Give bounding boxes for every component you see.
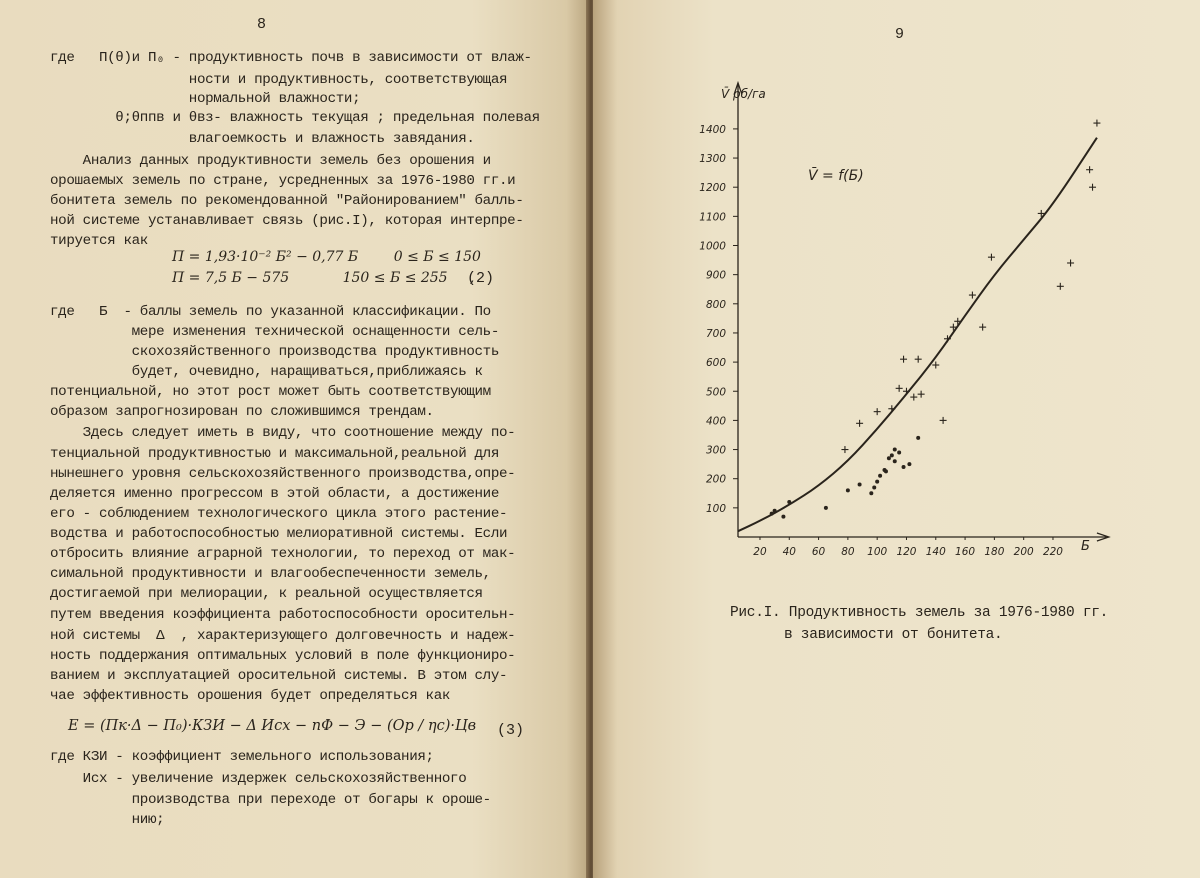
text-line: бонитета земель по рекомендованной "Районированием" балль-: [50, 193, 524, 209]
figure-caption-line-1: Рис.I. Продуктивность земель за 1976-1980 гг.: [730, 605, 1109, 621]
data-point-dot: [773, 509, 777, 513]
text-line: θ;θппв и θвз- влажность текущая ; предельная полевая: [50, 110, 540, 126]
text-line: где П(θ)и П₀ - продуктивность почв в зависимости от влаж-: [50, 50, 532, 66]
text-line: чае эффективность орошения будет определяться как: [50, 688, 451, 704]
formula-3: E = (Пк·Δ − П₀)·КЗИ − Δ Исх − пФ − Э − (Op / ηc)·Цв: [68, 718, 477, 734]
data-point-dot: [781, 515, 785, 519]
text-line: достигаемой при мелиорации, к реальной осуществляется: [50, 586, 483, 602]
data-point-cross: [888, 405, 895, 412]
data-point-dot: [770, 512, 774, 516]
text-line: ности и продуктивность, соответствующая: [50, 72, 508, 88]
y-tick-label: 700: [705, 327, 726, 340]
data-point-dot: [858, 483, 862, 487]
y-tick-label: 200: [705, 473, 726, 486]
fit-curve: [738, 138, 1097, 532]
productivity-chart: [593, 0, 1200, 600]
y-tick-label: 1300: [699, 153, 726, 166]
x-tick-label: 200: [1013, 546, 1034, 558]
text-line: ной системе устанавливает связь (рис.I), которая интерпре-: [50, 213, 524, 229]
data-point-cross: [1057, 283, 1064, 290]
y-axis-label: V̄ рб/га: [721, 87, 766, 101]
data-point-dot: [887, 456, 891, 460]
text-line: потенциальной, но этот рост может быть соответствующим: [50, 384, 491, 400]
data-point-cross: [900, 356, 907, 363]
x-tick-label: 180: [984, 546, 1005, 558]
x-tick-label: 20: [753, 546, 767, 558]
chart-ticks: [699, 124, 1063, 558]
x-axis-label: Б: [1081, 539, 1090, 554]
data-point-dot: [878, 474, 882, 478]
text-line: отбросить влияние аграрной технологии, то переход от мак-: [50, 546, 516, 562]
y-tick-label: 100: [705, 502, 726, 515]
x-tick-label: 140: [925, 546, 946, 558]
text-line: Исх - увеличение издержек сельскохозяйственного: [50, 771, 467, 787]
y-tick-label: 1100: [699, 211, 726, 224]
text-line: деляется именно прогрессом в этой области, а достижение: [50, 486, 500, 502]
text-line: образом запрогнозирован по сложившимся трендам.: [50, 404, 434, 420]
data-point-cross: [1093, 120, 1100, 127]
text-line: производства при переходе от богары к ороше-: [50, 792, 491, 808]
data-point-dot: [893, 459, 897, 463]
data-point-cross: [1089, 184, 1096, 191]
text-line: где КЗИ - коэффициент земельного использования;: [50, 749, 434, 765]
data-point-dot: [787, 500, 791, 504]
text-line: где Б - баллы земель по указанной классификации. По: [50, 304, 491, 320]
text-line: нию;: [50, 812, 165, 828]
text-line: ванием и эксплуатацией оросительной системы. В этом слу-: [50, 668, 508, 684]
data-point-cross: [979, 324, 986, 331]
text-line: его - соблюдением технологического цикла этого растение-: [50, 506, 508, 522]
text-line: будет, очевидно, наращиваться,приближаясь к: [50, 364, 483, 380]
text-line: Здесь следует иметь в виду, что соотношение между по-: [50, 425, 516, 441]
data-point-cross: [874, 408, 881, 415]
text-line: тенциальной продуктивностью и максимальной,реальной для: [50, 446, 500, 462]
text-line: путем введения коэффициента работоспособности оросительн-: [50, 607, 516, 623]
page-number-right: 9: [895, 26, 905, 43]
y-tick-label: 300: [705, 444, 726, 457]
text-line: тируется как: [50, 233, 148, 249]
data-point-dot: [907, 462, 911, 466]
x-tick-label: 40: [782, 546, 796, 558]
formula-2-line-2: П = 7,5 Б − 575 150 ≤ Б ≤ 255 ,: [172, 270, 475, 286]
data-point-cross: [903, 388, 910, 395]
data-point-cross: [940, 417, 947, 424]
text-line: скохозяйственного производства продуктивность: [50, 344, 500, 360]
y-tick-label: 600: [705, 357, 726, 370]
y-tick-label: 500: [705, 386, 726, 399]
data-point-cross: [1067, 259, 1074, 266]
y-tick-label: 1200: [699, 182, 726, 195]
formula-3-number: (3): [497, 722, 525, 739]
data-point-dot: [916, 436, 920, 440]
data-point-dot: [824, 506, 828, 510]
fit-curve-group: [738, 138, 1097, 532]
x-tick-label: 220: [1042, 546, 1063, 558]
data-point-cross: [969, 292, 976, 299]
left-page: [0, 0, 590, 878]
text-line: влагоемкость и влажность завядания.: [50, 131, 475, 147]
data-point-dot: [846, 488, 850, 492]
data-point-cross: [896, 385, 903, 392]
data-point-cross: [841, 446, 848, 453]
text-line: водства и работоспособностью мелиоративной системы. Если: [50, 526, 508, 542]
x-tick-label: 100: [867, 546, 888, 558]
data-point-dot: [872, 485, 876, 489]
chart-axes: [734, 83, 1109, 541]
data-point-dot: [884, 469, 888, 473]
data-point-dot: [875, 480, 879, 484]
text-line: ной системы Δ , характеризующего долговечность и надеж-: [50, 628, 516, 644]
data-point-cross: [932, 362, 939, 369]
data-point-cross: [988, 254, 995, 261]
text-line: орошаемых земель по стране, усредненных за 1976-1980 гг.и: [50, 173, 516, 189]
text-line: нормальной влажности;: [50, 91, 361, 107]
y-tick-label: 800: [705, 298, 726, 311]
formula-2-line-1: П = 1,93·10⁻² Б² − 0,77 Б 0 ≤ Б ≤ 150: [172, 249, 481, 265]
y-tick-label: 900: [705, 269, 726, 282]
page-number-left: 8: [257, 16, 267, 33]
data-point-dot: [869, 491, 873, 495]
y-tick-label: 1400: [699, 123, 726, 136]
data-point-dot: [893, 448, 897, 452]
data-point-dot: [902, 465, 906, 469]
figure-caption-line-2: в зависимости от бонитета.: [784, 627, 1003, 643]
data-point-cross: [1086, 166, 1093, 173]
x-tick-label: 60: [811, 546, 826, 558]
text-line: мере изменения технической оснащенности сель-: [50, 324, 500, 340]
data-point-dot: [890, 453, 894, 457]
data-point-cross: [856, 420, 863, 427]
formula-2-number: (2): [467, 270, 495, 287]
x-tick-label: 80: [841, 546, 855, 558]
x-tick-label: 160: [955, 546, 976, 558]
data-point-cross: [910, 394, 917, 401]
text-line: симальной продуктивности и влагообеспеченности земель,: [50, 566, 491, 582]
right-page: [593, 0, 1200, 878]
data-point-cross: [918, 391, 925, 398]
y-tick-label: 1000: [699, 240, 726, 253]
text-line: Анализ данных продуктивности земель без орошения и: [50, 153, 491, 169]
data-point-dot: [897, 450, 901, 454]
y-tick-label: 400: [705, 415, 726, 428]
text-line: нынешнего уровня сельскохозяйственного производства,опре-: [50, 466, 516, 482]
chart-annotation: V̄ = f(Б): [808, 168, 864, 184]
x-tick-label: 120: [896, 546, 917, 558]
data-point-cross: [915, 356, 922, 363]
text-line: ность поддержания оптимальных условий в поле функциониро-: [50, 648, 516, 664]
